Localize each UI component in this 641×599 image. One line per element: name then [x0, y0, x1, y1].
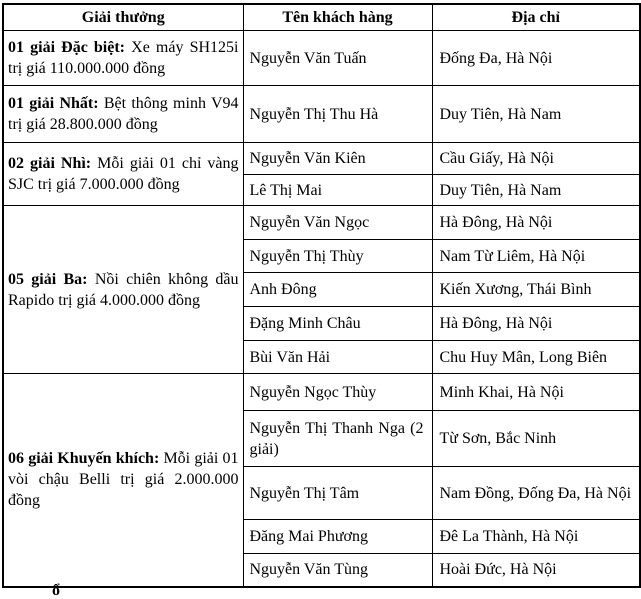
winner-address-cell: Cầu Giấy, Hà Nội — [432, 143, 640, 175]
winner-name-cell: Bùi Văn Hải — [243, 341, 432, 374]
cutoff-text-fragment: ổ — [52, 582, 60, 599]
prize-cell-third — [3, 206, 243, 374]
table-header-row — [3, 4, 640, 31]
table-row — [3, 31, 640, 86]
header-cell-customer-name: Tên khách hàng — [243, 4, 432, 31]
winner-address-cell: Đê La Thành, Hà Nội — [432, 520, 640, 554]
winner-name-cell: Đăng Mai Phương — [243, 520, 432, 554]
winner-address-cell: Đống Đa, Hà Nội — [432, 31, 640, 86]
winner-name-cell: Nguyễn Văn Kiên — [243, 143, 432, 175]
winner-name-cell: Nguyễn Văn Tuấn — [243, 31, 432, 86]
winner-address-cell: Duy Tiên, Hà Nam — [432, 86, 640, 143]
winner-address-cell: Duy Tiên, Hà Nam — [432, 175, 640, 206]
prize-title: 05 giải Ba: — [8, 270, 88, 288]
winner-address-cell: Nam Đồng, Đống Đa, Hà Nội — [432, 467, 640, 520]
prize-description: Nồi chiên không dầu Rapido trị giá 4.000.000 đồng — [8, 270, 239, 309]
winner-address-cell: Hoài Đức, Hà Nội — [432, 554, 640, 587]
winner-name-cell: Đặng Minh Châu — [243, 307, 432, 341]
winner-name-cell: Anh Đông — [243, 273, 432, 307]
table-row — [3, 86, 640, 143]
prize-cell-special — [3, 31, 243, 86]
prize-description: Xe máy SH125i trị giá 110.000.000 đồng — [8, 39, 239, 78]
winner-name-cell: Nguyễn Thị Thùy — [243, 240, 432, 273]
prize-title: 01 giải Đặc biệt: — [8, 39, 126, 56]
table-row — [3, 374, 640, 411]
prize-title: 01 giải Nhất: — [8, 95, 99, 112]
table-row — [3, 206, 640, 240]
winner-name-cell: Nguyễn Thị Thu Hà — [243, 86, 432, 143]
winner-address-cell: Kiến Xương, Thái Bình — [432, 273, 640, 307]
prize-cell-first — [3, 86, 243, 143]
winner-name-cell: Nguyễn Ngọc Thùy — [243, 374, 432, 411]
winner-name-cell: Lê Thị Mai — [243, 175, 432, 206]
prize-title: 02 giải Nhì: — [8, 155, 92, 172]
winner-name-cell: Nguyễn Văn Tùng — [243, 554, 432, 587]
table-row — [3, 143, 640, 175]
winner-address-cell: Từ Sơn, Bắc Ninh — [432, 411, 640, 467]
winner-address-cell: Hà Đông, Hà Nội — [432, 206, 640, 240]
header-cell-address: Địa chỉ — [432, 4, 640, 31]
winner-name-cell: Nguyễn Thị Thanh Nga (2 giải) — [243, 411, 432, 467]
winner-name-cell: Nguyễn Thị Tâm — [243, 467, 432, 520]
prize-description: Bệt thông minh V94 trị giá 28.800.000 đồng — [8, 95, 239, 134]
prize-cell-second — [3, 143, 243, 206]
prize-title: 06 giải Khuyến khích: — [8, 450, 160, 468]
prize-cell-consolation — [3, 374, 243, 587]
prize-description: Mỗi giải 01 vòi chậu Belli trị giá 2.000.000 đồng — [8, 450, 239, 510]
prize-description: Mỗi giải 01 chỉ vàng SJC trị giá 7.000.000 đồng — [8, 155, 239, 194]
winner-name-cell: Nguyễn Văn Ngọc — [243, 206, 432, 240]
winner-address-cell: Hà Đông, Hà Nội — [432, 307, 640, 341]
winner-address-cell: Minh Khai, Hà Nội — [432, 374, 640, 411]
winner-address-cell: Nam Từ Liêm, Hà Nội — [432, 240, 640, 273]
header-cell-prize: Giải thưởng — [3, 4, 243, 31]
prize-winners-table — [2, 3, 641, 599]
winner-address-cell: Chu Huy Mân, Long Biên — [432, 341, 640, 374]
